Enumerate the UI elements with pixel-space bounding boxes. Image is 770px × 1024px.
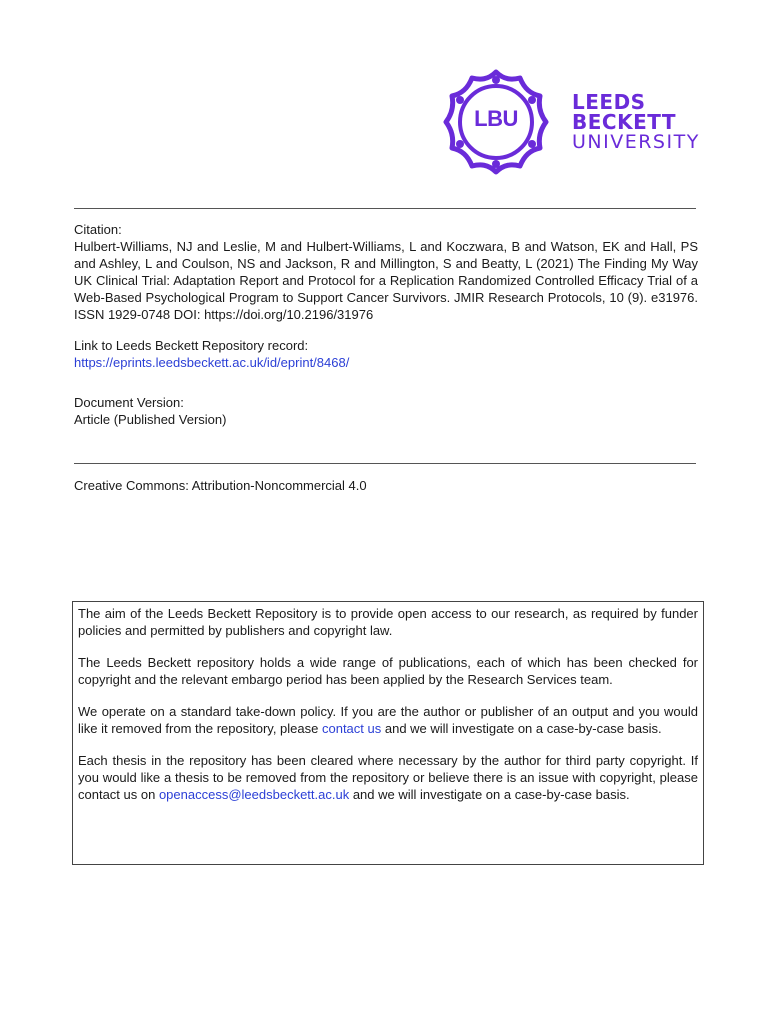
notice-p3-text-after: and we will investigate on a case-by-case basis. bbox=[381, 721, 662, 736]
license-text: Creative Commons: Attribution-Noncommercial 4.0 bbox=[74, 478, 367, 493]
notice-p4-text-before: Each thesis in the repository has been cleared where necessary by the author for third party copyright. If you would like a thesis to be removed from the repository or believe there is an issue with copyright, please contact us on bbox=[78, 753, 698, 802]
repository-record-link[interactable]: https://eprints.leedsbeckett.ac.uk/id/eprint/8468/ bbox=[74, 355, 350, 370]
logo-line-2: BECKETT bbox=[572, 110, 676, 134]
rose-emblem-icon bbox=[440, 66, 552, 178]
document-version-section bbox=[74, 394, 698, 428]
notice-paragraph-1: The aim of the Leeds Beckett Repository is to provide open access to our research, as required by funder policies and permitted by publishers and copyright law. bbox=[78, 606, 698, 638]
license-section bbox=[74, 477, 698, 494]
openaccess-email-link[interactable]: openaccess@leedsbeckett.ac.uk bbox=[158, 787, 350, 802]
citation-label: Citation: bbox=[74, 222, 122, 237]
notice-p4-text-after: and we will investigate on a case-by-case basis. bbox=[349, 787, 630, 802]
top-divider bbox=[74, 208, 696, 209]
repository-link-label: Link to Leeds Beckett Repository record: bbox=[74, 338, 309, 353]
notice-p3-text-before: We operate on a standard take-down policy. If you are the author or publisher of an output and you would like it removed from the repository, please bbox=[78, 704, 698, 736]
repository-notice-box bbox=[72, 601, 704, 865]
notice-paragraph-3 bbox=[78, 703, 698, 737]
middle-divider bbox=[74, 463, 696, 464]
notice-paragraph-4 bbox=[78, 752, 698, 803]
document-version-label: Document Version: bbox=[74, 395, 184, 410]
contact-us-link[interactable]: contact us bbox=[321, 721, 382, 736]
citation-text: Hulbert-Williams, NJ and Leslie, M and Hulbert-Williams, L and Koczwara, B and Watson, EK and Hall, PS and Ashley, L and Coulson, NS and Jackson, R and Millington, S and Beatty, L (2021) The Finding My Way UK Clinical Trial: Adaptation Report and Protocol for a Replication Randomized Controlled Efficacy Trial of a Web-Based Psychological Program to Support Cancer Survivors. JMIR Research Protocols, 10 (9). e31976. ISSN 1929-0748 DOI: https://doi.org/10.2196/31976 bbox=[74, 239, 698, 322]
citation-section bbox=[74, 221, 698, 323]
document-version-value: Article (Published Version) bbox=[74, 412, 227, 427]
logo-line-1: LEEDS bbox=[572, 90, 646, 114]
university-logo bbox=[440, 66, 710, 178]
logo-wordmark bbox=[572, 92, 700, 152]
logo-monogram: LBU bbox=[474, 106, 518, 131]
logo-line-3: UNIVERSITY bbox=[572, 131, 700, 153]
notice-paragraph-2: The Leeds Beckett repository holds a wide range of publications, each of which has been checked for copyright and the relevant embargo period has been applied by the Research Services team. bbox=[78, 655, 698, 687]
repository-link-section bbox=[74, 337, 698, 371]
